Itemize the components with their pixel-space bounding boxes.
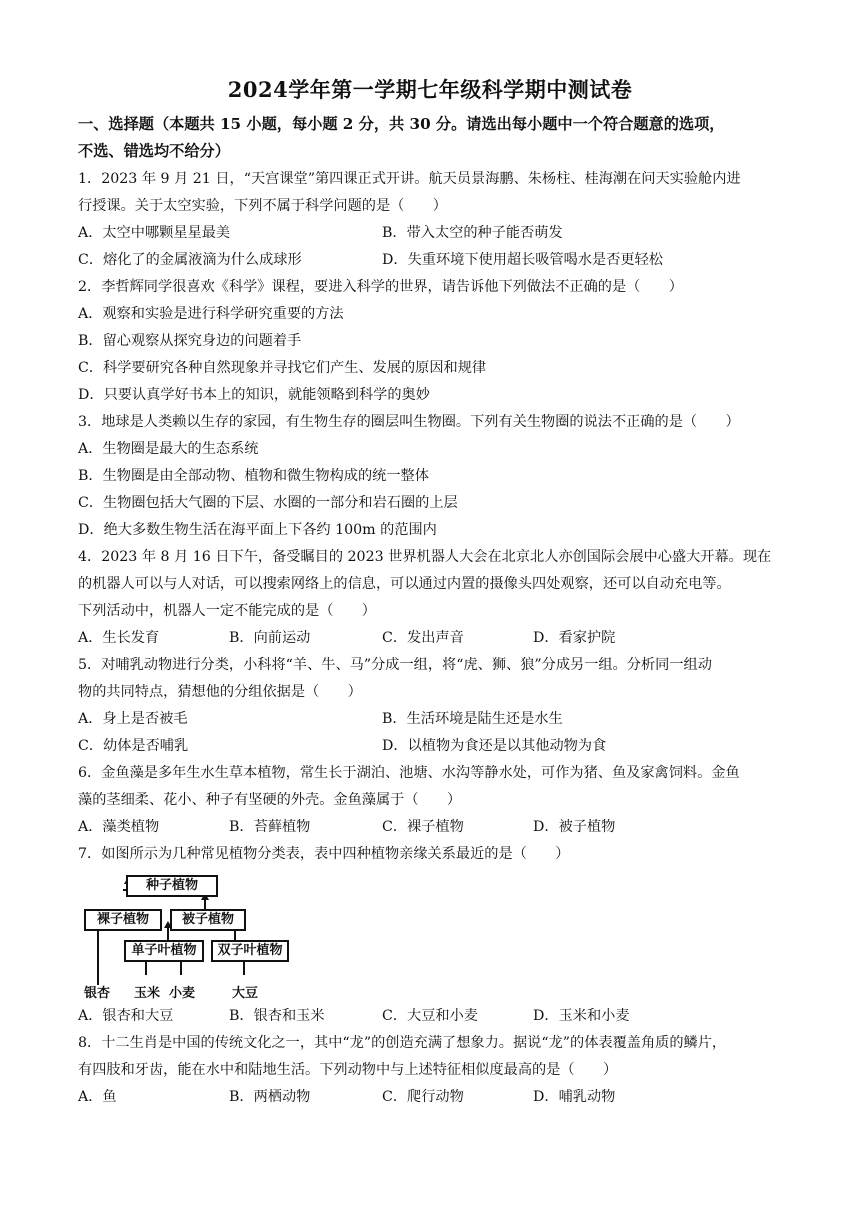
diagram-box-seed-plants: 种子植物 <box>126 875 218 897</box>
q3-stem: 3．地球是人类赖以生存的家园，有生物生存的圈层叫生物圈。下列有关生物圈的说法不正确的是（ ） <box>78 414 740 430</box>
diagram-box-gymnosperms: 裸子植物 <box>84 909 162 931</box>
q6-stem-cont: 藻的茎细柔、花小、种子有坚硬的外壳。金鱼藻属于（ ） <box>78 792 462 808</box>
q7-stem: 7．如图所示为几种常见植物分类表，表中四种植物亲缘关系最近的是（ ） <box>78 846 570 862</box>
q8-stem-cont: 有四肢和牙齿，能在水中和陆地生活。下列动物中与上述特征相似度最高的是（ ） <box>78 1062 618 1078</box>
plant-classification-diagram <box>78 870 298 1000</box>
q1-stem: 1．2023 年 9 月 21 日，“天宫课堂”第四课正式开讲。航天员景海鹏、朱杨柱、桂海潮在问天实验舱内进 <box>78 171 741 187</box>
diagram-box-monocots: 单子叶植物 <box>124 940 204 962</box>
q4-option-d: D．看家护院 <box>533 630 616 646</box>
q2-option-d: D．只要认真学好书本上的知识，就能领略到科学的奥妙 <box>78 387 430 403</box>
diagram-label-corn: 玉米 <box>134 986 161 1001</box>
page-title: 2024学年第一学期七年级科学期中测试卷 <box>227 77 633 102</box>
q1-option-d: D．失重环境下使用超长吸管喝水是否更轻松 <box>382 252 663 268</box>
q3-option-b: B．生物圈是由全部动物、植物和微生物构成的统一整体 <box>78 468 429 484</box>
q4-stem-cont: 的机器人可以与人对话，可以搜索网络上的信息，可以通过内置的摄像头四处观察，还可以自动充电等。 <box>78 576 731 592</box>
q2-option-a: A．观察和实验是进行科学研究重要的方法 <box>78 306 344 322</box>
q5-option-b: B．生活环境是陆生还是水生 <box>382 711 563 727</box>
q3-option-a: A．生物圈是最大的生态系统 <box>78 441 259 457</box>
q6-option-c: C．裸子植物 <box>382 819 464 835</box>
q2-option-c: C．科学要研究各种自然现象并寻找它们产生、发展的原因和规律 <box>78 360 487 376</box>
q6-option-b: B．苔藓植物 <box>229 819 311 835</box>
q1-option-a: A．太空中哪颗星星最美 <box>78 225 231 241</box>
diagram-label-soybean: 大豆 <box>232 986 259 1001</box>
q2-stem: 2．李哲辉同学很喜欢《科学》课程，要进入科学的世界，请告诉他下列做法不正确的是（ ） <box>78 279 683 295</box>
q5-option-a: A．身上是否被毛 <box>78 711 188 727</box>
q1-stem-cont: 行授课。关于太空实验，下列不属于科学问题的是（ ） <box>78 198 447 214</box>
q4-option-c: C．发出声音 <box>382 630 464 646</box>
q2-option-b: B．留心观察从探究身边的问题着手 <box>78 333 302 349</box>
q7-option-d: D．玉米和小麦 <box>533 1008 630 1024</box>
diagram-box-dicots: 双子叶植物 <box>211 940 289 962</box>
q8-option-b: B．两栖动物 <box>229 1089 311 1105</box>
q6-option-a: A．藻类植物 <box>78 819 160 835</box>
q1-option-c: C．熔化了的金属液滴为什么成球形 <box>78 252 302 268</box>
q5-option-c: C．幼体是否哺乳 <box>78 738 189 754</box>
q1-option-b: B．带入太空的种子能否萌发 <box>382 225 563 241</box>
diagram-label-wheat: 小麦 <box>169 986 196 1001</box>
q5-stem-cont: 物的共同特点，猜想他的分组依据是（ ） <box>78 684 362 700</box>
q5-stem: 5．对哺乳动物进行分类，小科将“羊、牛、马”分成一组，将“虎、狮、狼”分成另一组。分析同一组动 <box>78 657 712 673</box>
q3-option-d: D．绝大多数生物生活在海平面上下各约 100m 的范围内 <box>78 522 437 538</box>
section-heading: 一、选择题（本题共 15 小题，每小题 2 分，共 30 分。请选出每小题中一个符合题意的选项， <box>78 115 725 133</box>
q8-option-c: C．爬行动物 <box>382 1089 464 1105</box>
q3-option-c: C．生物圈包括大气圈的下层、水圈的一部分和岩石圈的上层 <box>78 495 458 511</box>
q6-option-d: D．被子植物 <box>533 819 616 835</box>
q8-option-a: A．鱼 <box>78 1089 117 1105</box>
diagram-label-ginkgo: 银杏 <box>84 986 111 1001</box>
q4-stem-cont2: 下列活动中，机器人一定不能完成的是（ ） <box>78 603 376 619</box>
q8-stem: 8．十二生肖是中国的传统文化之一，其中“龙”的创造充满了想象力。据说“龙”的体表覆盖角质的鳞片， <box>78 1035 727 1051</box>
q5-option-d: D．以植物为食还是以其他动物为食 <box>382 738 607 754</box>
q4-stem: 4．2023 年 8 月 16 日下午，备受瞩目的 2023 世界机器人大会在北京北人亦创国际会展中心盛大开幕。现在 <box>78 549 772 565</box>
section-heading-cont: 不选、错选均不给分） <box>78 142 230 160</box>
q7-option-b: B．银杏和玉米 <box>229 1008 325 1024</box>
q7-option-c: C．大豆和小麦 <box>382 1008 478 1024</box>
q8-option-d: D．哺乳动物 <box>533 1089 616 1105</box>
q7-option-a: A．银杏和大豆 <box>78 1008 174 1024</box>
diagram-box-angiosperms: 被子植物 <box>170 909 246 931</box>
q6-stem: 6．金鱼藻是多年生水生草本植物，常生长于湖泊、池塘、水沟等静水处，可作为猪、鱼及家禽饲料。金鱼 <box>78 765 740 781</box>
q4-option-b: B．向前运动 <box>229 630 311 646</box>
q4-option-a: A．生长发育 <box>78 630 160 646</box>
